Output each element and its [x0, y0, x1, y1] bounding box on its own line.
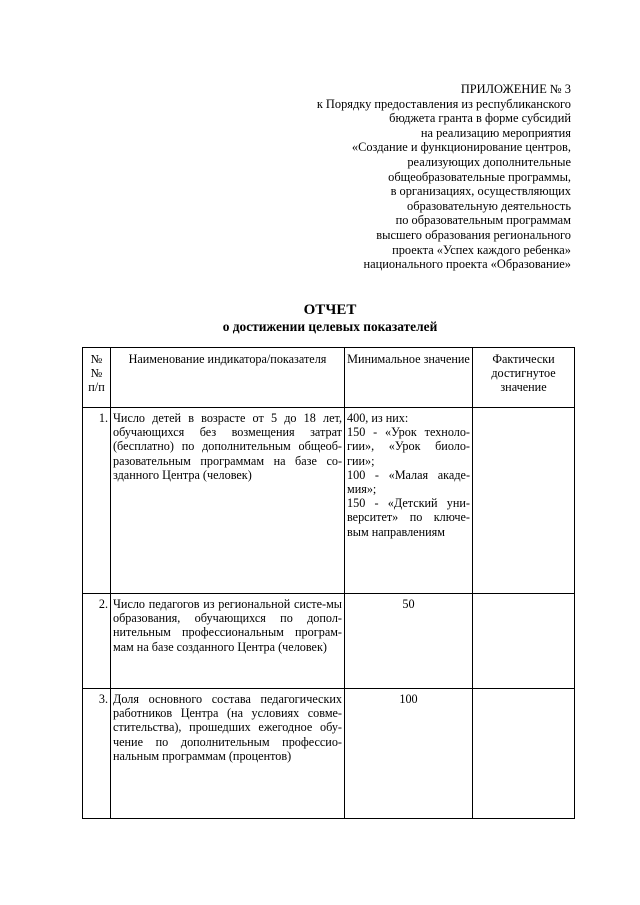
- indicators-table: [82, 347, 575, 819]
- actual-value: [473, 594, 575, 689]
- table-row: [83, 408, 575, 594]
- table-header-row: [83, 348, 575, 408]
- min-line: гии»;: [347, 453, 375, 468]
- appendix-line: национального проекта «Образование»: [363, 257, 571, 272]
- report-title: ОТЧЕТ: [303, 302, 357, 318]
- header-actual: Фактически достигнутое значение: [473, 348, 575, 408]
- min-line: 150 - «Урок техноло-: [347, 425, 470, 440]
- appendix-line: реализующих дополнительные: [407, 154, 571, 169]
- row-number: 1.: [83, 408, 111, 594]
- header-num: №№ п/п: [83, 348, 111, 408]
- table-row: [83, 594, 575, 689]
- report-subtitle: о достижении целевых показателей: [222, 319, 438, 334]
- minimum-value: 100: [345, 689, 473, 819]
- header-min: Минимальное значение: [345, 348, 473, 408]
- min-line: верситет» по ключе-: [347, 510, 470, 525]
- appendix-line: бюджета гранта в форме субсидий: [389, 111, 571, 126]
- indicator-name: Число детей в возрасте от 5 до 18 лет, обучающихся без возмещения затрат (бесплатно) по дополнительным общеоб-разовательным программам на базе со-зданного Центра (человек): [111, 408, 345, 594]
- appendix-line: в организациях, осуществляющих: [390, 184, 571, 199]
- actual-value: [473, 408, 575, 594]
- appendix-line: на реализацию мероприятия: [420, 125, 571, 140]
- indicator-name: Число педагогов из региональной систе-мы образования, обучающихся по допол-нительным профессиональным програм-мам на базе созданного Центра (человек): [111, 594, 345, 689]
- appendix-line: по образовательным программам: [395, 213, 571, 228]
- appendix-line: общеобразовательные программы,: [388, 169, 571, 184]
- indicator-name: Доля основного состава педагогических работников Центра (на условиях совме-стительства), прошедших ежегодное обу-чение по дополнительным профессио-нальным программам (процентов): [111, 689, 345, 819]
- appendix-header: [251, 82, 571, 272]
- min-line: вым направлениям: [347, 524, 445, 539]
- appendix-line: ПРИЛОЖЕНИЕ № 3: [460, 82, 571, 96]
- actual-value: [473, 689, 575, 819]
- min-line: 400, из них:: [347, 411, 409, 425]
- table-row: [83, 689, 575, 819]
- row-number: 2.: [83, 594, 111, 689]
- appendix-line: образовательную деятельность: [407, 198, 571, 213]
- appendix-line: проекта «Успех каждого ребенка»: [392, 242, 571, 257]
- minimum-value: [345, 408, 473, 594]
- header-name: Наименование индикатора/показателя: [111, 348, 345, 408]
- min-line: гии», «Урок биоло-: [347, 439, 470, 454]
- minimum-value: 50: [345, 594, 473, 689]
- min-line: 100 - «Малая акаде-: [347, 467, 470, 482]
- min-line: мия»;: [347, 482, 377, 497]
- appendix-line: «Создание и функционирование центров,: [351, 140, 571, 155]
- appendix-line: высшего образования регионального: [376, 227, 571, 242]
- min-line: 150 - «Детский уни-: [347, 496, 470, 511]
- row-number: 3.: [83, 689, 111, 819]
- appendix-line: к Порядку предоставления из республиканского: [316, 96, 571, 111]
